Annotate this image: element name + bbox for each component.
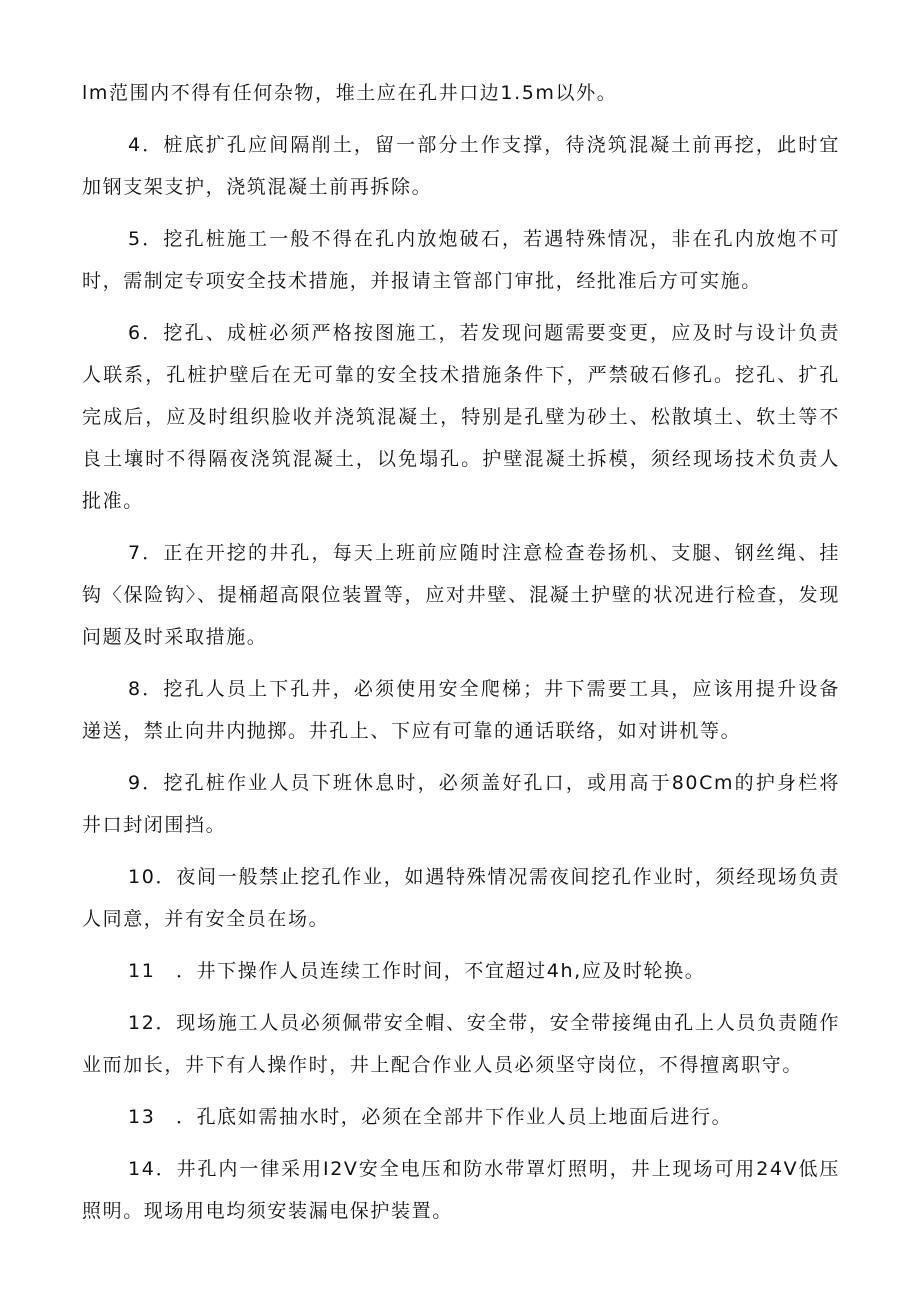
paragraph-item-10: 10．夜间一般禁止挖孔作业，如遇特殊情况需夜间挖孔作业时，须经现场负责人同意，并有安全员在场。 <box>82 866 840 930</box>
paragraph-item-11: 11 ．井下操作人员连续工作时间，不宜超过4h,应及时轮换。 <box>128 960 706 982</box>
paragraph-item-6: 6．挖孔、成桩必须严格按图施工，若发现问题需要变更，应及时与设计负责人联系，孔桩护壁后在无可靠的安全技术措施条件下，严禁破石修孔。挖孔、扩孔完成后，应及时组织脸收并浇筑混凝土，特别是孔壁为砂土、松散填土、软土等不良土壤时不得隔夜浇筑混凝土，以免塌孔。护壁混凝土拆模，须经现场技术负责人批准。 <box>82 322 840 512</box>
paragraph-continuation: lm范围内不得有任何杂物，堆土应在孔井口边1.5m以外。 <box>82 82 618 104</box>
paragraph-item-14: 14．井孔内一律采用I2V安全电压和防水带罩灯照明，井上现场可用24V低压照明。现场用电均须安装漏电保护装置。 <box>82 1158 840 1222</box>
paragraph-item-5: 5．挖孔桩施工一般不得在孔内放炮破石，若遇特殊情况，非在孔内放炮不可时，需制定专项安全技术措施，并报请主管部门审批，经批准后方可实施。 <box>82 228 840 292</box>
paragraph-item-12: 12．现场施工人员必须佩带安全帽、安全带，安全带接绳由孔上人员负责随作业而加长，井下有人操作时，井上配合作业人员必须坚守岗位，不得擅离职守。 <box>82 1012 840 1076</box>
paragraph-item-4: 4．桩底扩孔应间隔削土，留一部分土作支撑，待浇筑混凝土前再挖，此时宜加钢支架支护，浇筑混凝土前再拆除。 <box>82 134 840 198</box>
paragraph-item-8: 8．挖孔人员上下孔井，必须使用安全爬梯；井下需要工具，应该用提升设备递送，禁止向井内抛掷。井孔上、下应有可靠的通话联络，如对讲机等。 <box>82 678 840 742</box>
paragraph-item-7: 7．正在开挖的井孔，每天上班前应随时注意检查卷扬机、支腿、钢丝绳、挂钩〈保险钩〉、提桶超高限位装置等，应对井壁、混凝土护壁的状况进行检查，发现问题及时采取措施。 <box>82 542 840 648</box>
paragraph-item-13: 13 ．孔底如需抽水时，必须在全部井下作业人员上地面后进行。 <box>128 1106 733 1128</box>
document-page <box>82 72 840 1242</box>
paragraph-item-9: 9．挖孔桩作业人员下班休息时，必须盖好孔口，或用高于80Cm的护身栏将井口封闭围挡。 <box>82 772 840 836</box>
